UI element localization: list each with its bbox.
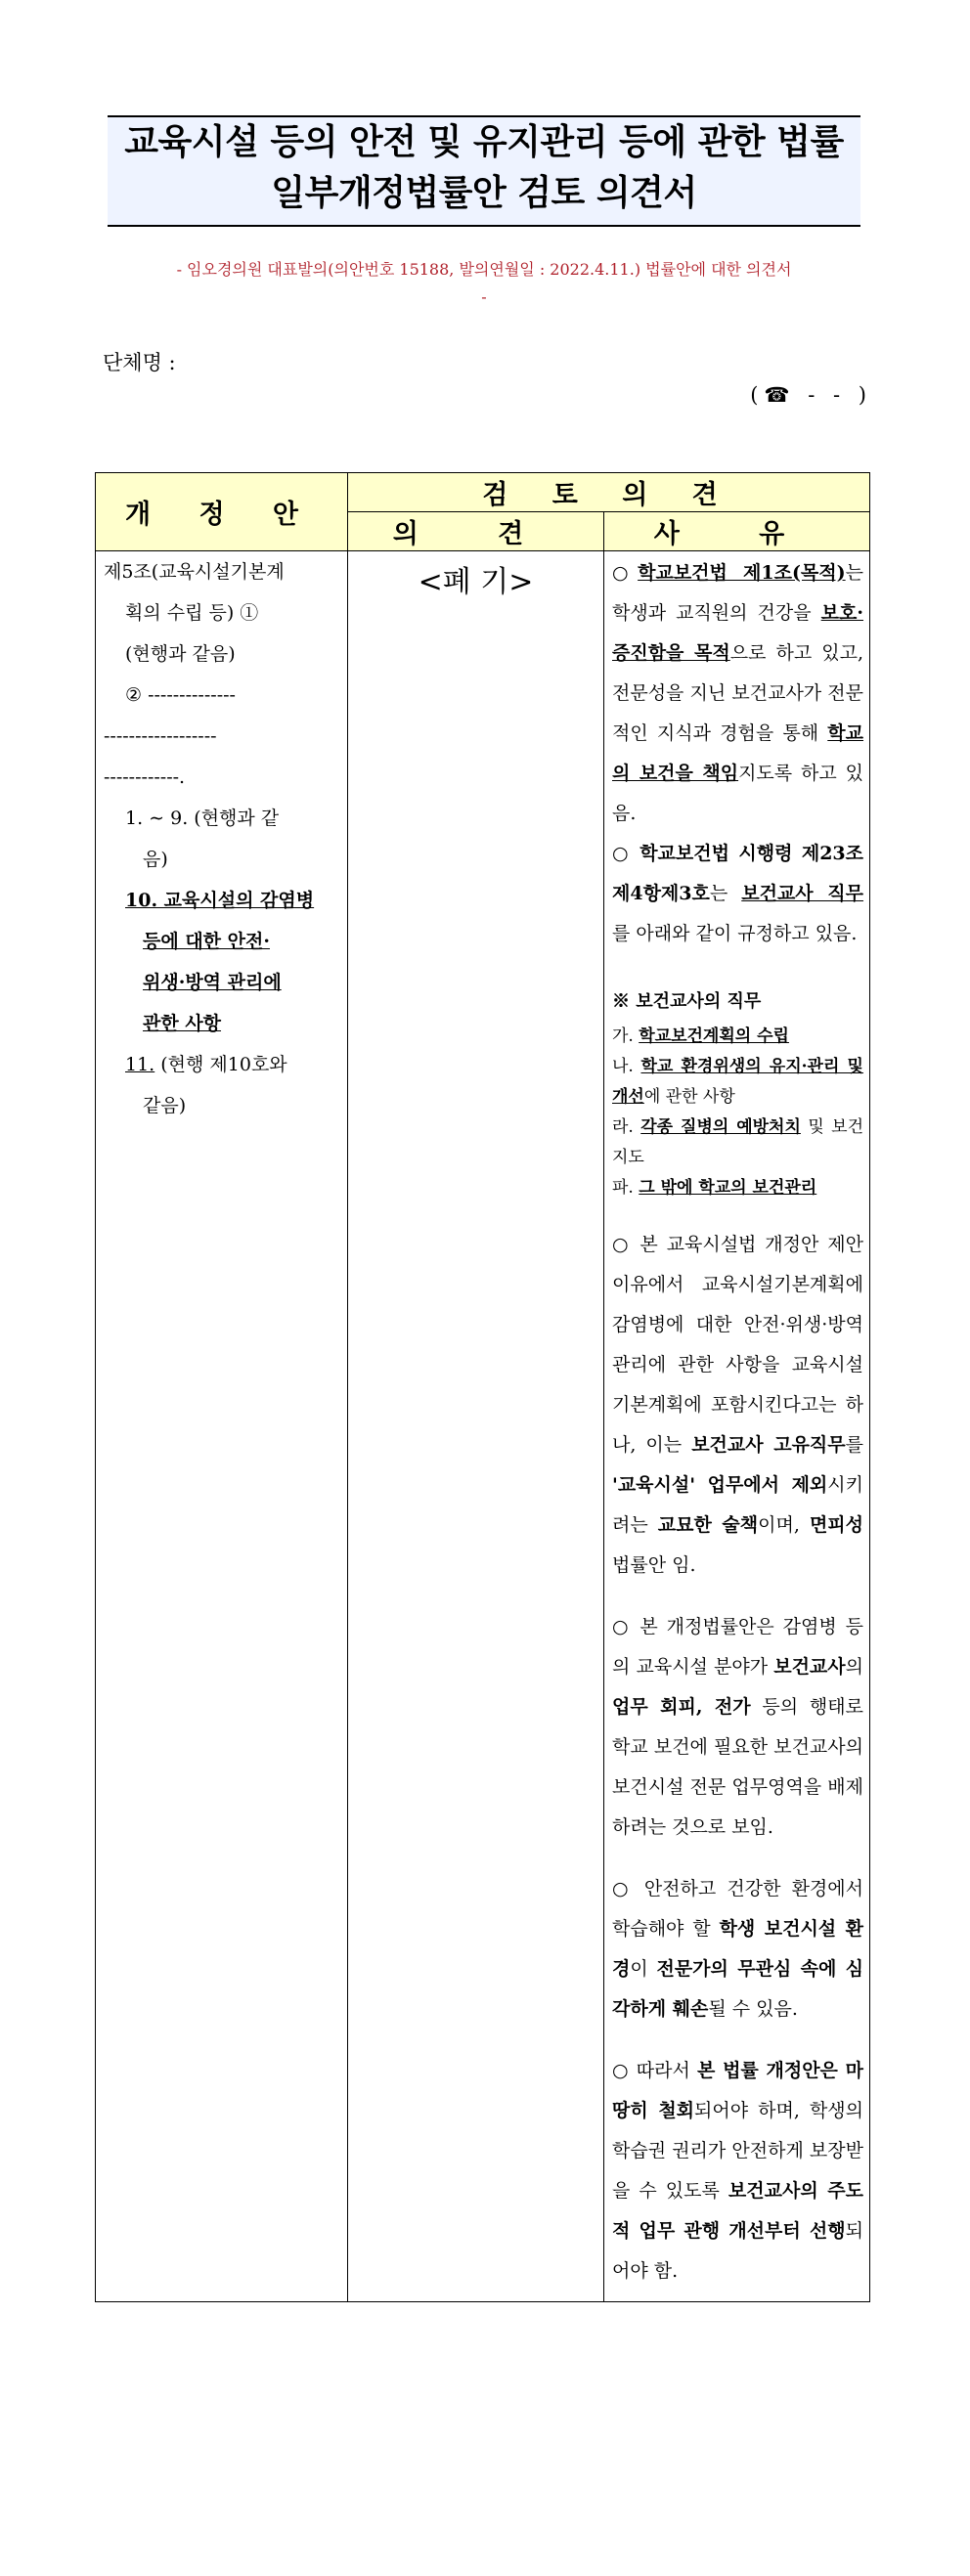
- reason-cell: [604, 551, 870, 2302]
- reason-paragraph-3: ○ 본 교육시설법 개정안 제안이유에서 교육시설기본계획에 감염병에 대한 안전·위생·방역 관리에 관한 사항을 교육시설 기본계획에 포함시킨다고는 하나, 이는 보건교사 고유직무를 '교육시설' 업무에서 제외시키려는 교묘한 술책이며, 면피성 법률안 임.: [612, 1234, 863, 1576]
- amend-new-item: 등에 대한 안전·: [143, 931, 270, 952]
- header-amendment: 개 정 안: [96, 473, 348, 551]
- amend-line: (현행과 같음): [125, 643, 236, 665]
- subtitle-line-1: - 임오경의원 대표발의(의안번호 15188, 발의연월일 : 2022.4.11.) 법률안에 대한 의견서: [176, 260, 792, 279]
- amend-line: ② --------------: [125, 684, 236, 706]
- subtitle: [93, 256, 875, 311]
- reason-paragraph-4: ○ 본 개정법률안은 감염병 등의 교육시설 분야가 보건교사의 업무 회피, 전가 등의 행태로 학교 보건에 필요한 보건교사의 보건시설 전문 업무영역을 배제하려는 것으로 보임.: [612, 1616, 863, 1838]
- reason-paragraph-2: ○ 학교보건법 시행령 제23조제4항제3호는 보건교사 직무를 아래와 같이 규정하고 있음.: [612, 843, 863, 944]
- reason-paragraph-5: ○ 안전하고 건강한 환경에서 학습해야 할 학생 보건시설 환경이 전문가의 무관심 속에 심각하게 훼손될 수 있음.: [612, 1878, 863, 2020]
- opinion-cell: [348, 551, 604, 2302]
- duty-title: ※ 보건교사의 직무: [612, 991, 762, 1012]
- amend-new-item: 위생·방역 관리에: [143, 972, 282, 993]
- header-review-opinion: 검 토 의 견: [348, 473, 870, 512]
- phone-field: (☎ - - ): [750, 383, 872, 407]
- document-title: [108, 115, 860, 227]
- header-reason: 사 유: [604, 512, 870, 551]
- duty-list: [612, 1022, 863, 1203]
- header-opinion: 의 견: [348, 512, 604, 551]
- opinion-value: <폐 기>: [418, 565, 534, 599]
- amend-new-item: 관한 사항: [143, 1013, 222, 1034]
- item-number: 11.: [125, 1054, 155, 1075]
- amend-line: 1. ∼ 9. (현행과 같: [125, 808, 280, 829]
- amend-line: ------------------: [104, 725, 217, 747]
- amend-line: 제5조(교육시설기본계: [104, 561, 285, 583]
- duty-item: 파. 그 밖에 학교의 보건관리: [612, 1178, 817, 1198]
- amend-new-item: 10. 교육시설의 감염병: [125, 890, 315, 911]
- organization-label: 단체명 :: [103, 351, 176, 374]
- duty-item: 나. 학교 환경위생의 유지·관리 및 개선에 관한 사항: [612, 1057, 863, 1107]
- item-text: (현행 제10호와: [154, 1054, 287, 1075]
- reason-paragraph-1: ○학교보건법 제1조(목적)는 학생과 교직원의 건강을 보호·증진함을 목적으로 하고 있고, 전문성을 지닌 보건교사가 전문적인 지식과 경험을 통해 학교의 보건을 책임지도록 하고 있음.: [612, 562, 863, 824]
- amend-line: 획의 수립 등) ①: [125, 602, 259, 624]
- title-line-1: 교육시설 등의 안전 및 유지관리 등에 관한 법률: [124, 122, 844, 162]
- amendment-cell: [96, 551, 348, 2302]
- amend-line: ------------.: [104, 766, 186, 788]
- amend-line: 음): [143, 849, 168, 870]
- duty-item: 가. 학교보건계획의 수립: [612, 1026, 789, 1046]
- subtitle-line-2: -: [481, 287, 487, 306]
- title-line-2: 일부개정법률안 검토 의견서: [271, 173, 697, 213]
- duty-item: 라. 각종 질병의 예방처치 및 보건지도: [612, 1117, 863, 1167]
- review-table: [95, 472, 870, 2302]
- reason-paragraph-6: ○ 따라서 본 법률 개정안은 마땅히 철회되어야 하며, 학생의 학습권 권리가 안전하게 보장받을 수 있도록 보건교사의 주도적 업무 관행 개선부터 선행되어야 함.: [612, 2060, 864, 2282]
- amend-line: 같음): [143, 1095, 187, 1116]
- amend-line: [104, 1044, 339, 1085]
